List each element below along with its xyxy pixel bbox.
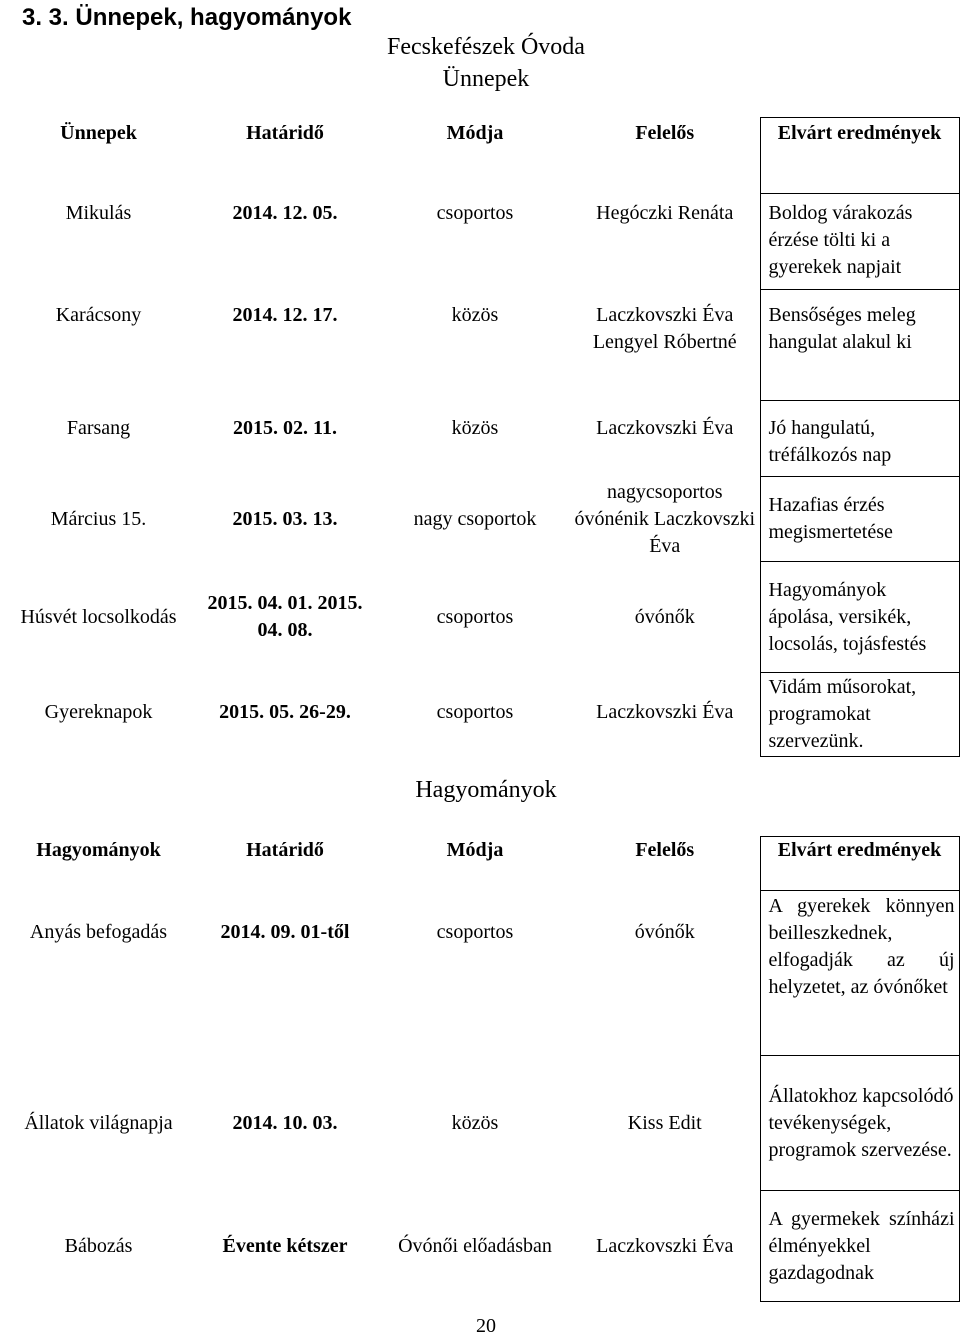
header-cell: Határidő	[246, 838, 324, 861]
header-cell: Módja	[446, 838, 504, 861]
table-cell: Állatokhoz kapcsolódó tevékenységek, programok szervezése.	[760, 1056, 959, 1191]
table-cell: Évente kétszer	[222, 1234, 348, 1257]
header-cell: Elvárt eredmények	[760, 837, 959, 891]
table-cell: Március 15.	[50, 507, 147, 530]
table-row	[7, 891, 959, 1056]
table-cell: nagy csoportok	[413, 507, 537, 530]
table-row	[7, 562, 959, 673]
table-row	[7, 1056, 959, 1191]
table-row	[7, 1191, 959, 1302]
kindergarten-name: Fecskefészek Óvoda	[387, 34, 585, 60]
table-cell: Laczkovszki Éva	[596, 1234, 734, 1257]
table-cell: Hazafias érzés megismertetése	[760, 477, 959, 562]
table-header-row	[7, 118, 959, 194]
table-cell: Óvónői előadásban	[398, 1234, 552, 1257]
table-cell: Jó hangulatú, tréfálkozós nap	[760, 401, 959, 477]
table-cell: 2015. 04. 01. 2015. 04. 08.	[207, 592, 363, 641]
table-cell: Hagyományok ápolása, versikék, locsolás, tojásfestés	[760, 562, 959, 673]
header-cell: Ünnepek	[60, 121, 137, 144]
table-cell: Laczkovszki Éva Lengyel Róbertné	[592, 303, 737, 353]
holidays-title: Ünnepek	[442, 66, 530, 92]
table-cell: közös	[451, 1111, 499, 1134]
table-cell: 2015. 03. 13.	[232, 507, 338, 530]
header-cell: Módja	[446, 121, 504, 144]
header-cell: Elvárt eredmények	[760, 118, 959, 194]
table-cell: A gyermekek színházi élményekkel gazdagodnak	[760, 1191, 959, 1302]
table-cell: Laczkovszki Éva	[596, 416, 734, 439]
table-cell: csoportos	[436, 201, 514, 224]
table-cell: 2015. 02. 11.	[233, 416, 337, 439]
table-cell: Vidám műsorokat, programokat szervezünk.	[760, 673, 959, 757]
table-cell: Bábozás	[64, 1234, 133, 1257]
table-row	[7, 194, 959, 290]
table-cell: Mikulás	[65, 201, 132, 224]
table-row	[7, 477, 959, 562]
header-cell: Felelős	[635, 838, 695, 861]
table-cell: Állatok világnapja	[24, 1111, 173, 1134]
traditions-table	[7, 836, 960, 1302]
table-cell: 2014. 12. 05.	[232, 201, 338, 224]
table-cell: 2015. 05. 26-29.	[219, 700, 351, 723]
table-header-row	[7, 837, 959, 891]
table-cell: nagycsoportos óvónénik Laczkovszki Éva	[574, 480, 755, 557]
table-cell: óvónők	[634, 605, 695, 628]
table-cell: Karácsony	[55, 303, 142, 326]
table-cell: Bensőséges meleg hangulat alakul ki	[760, 290, 959, 401]
table-cell: 2014. 09. 01-től	[220, 920, 350, 943]
traditions-title: Hagyományok	[415, 777, 557, 803]
table-cell: Laczkovszki Éva	[596, 700, 734, 723]
table-cell: Kiss Edit	[627, 1111, 702, 1134]
table-cell: csoportos	[436, 920, 514, 943]
table-cell: csoportos	[436, 605, 514, 628]
header-cell: Határidő	[246, 121, 324, 144]
table-cell: közös	[451, 416, 499, 439]
table-cell: Farsang	[66, 416, 131, 439]
header-cell: Hagyományok	[36, 838, 161, 861]
table-cell: Húsvét locsolkodás	[20, 605, 177, 628]
table-row	[7, 401, 959, 477]
table-cell: Boldog várakozás érzése tölti ki a gyerekek napjait	[760, 194, 959, 290]
table-cell: 2014. 10. 03.	[232, 1111, 338, 1134]
table-cell: Gyereknapok	[44, 700, 153, 723]
page-number: 20	[476, 1315, 496, 1337]
table-cell: Hegóczki Renáta	[596, 201, 734, 224]
holidays-table	[7, 117, 960, 757]
table-cell: közös	[451, 303, 499, 326]
table-cell: 2014. 12. 17.	[232, 303, 338, 326]
table-cell: csoportos	[436, 700, 514, 723]
table-cell: óvónők	[634, 920, 695, 943]
header-cell: Felelős	[635, 121, 695, 144]
table-row	[7, 290, 959, 401]
section-heading: 3. 3. Ünnepek, hagyományok	[22, 4, 352, 31]
table-cell: Anyás befogadás	[29, 920, 168, 943]
table-cell: A gyerekek könnyen beilleszkednek, elfogadják az új helyzetet, az óvónőket	[760, 891, 959, 1056]
table-row	[7, 673, 959, 757]
